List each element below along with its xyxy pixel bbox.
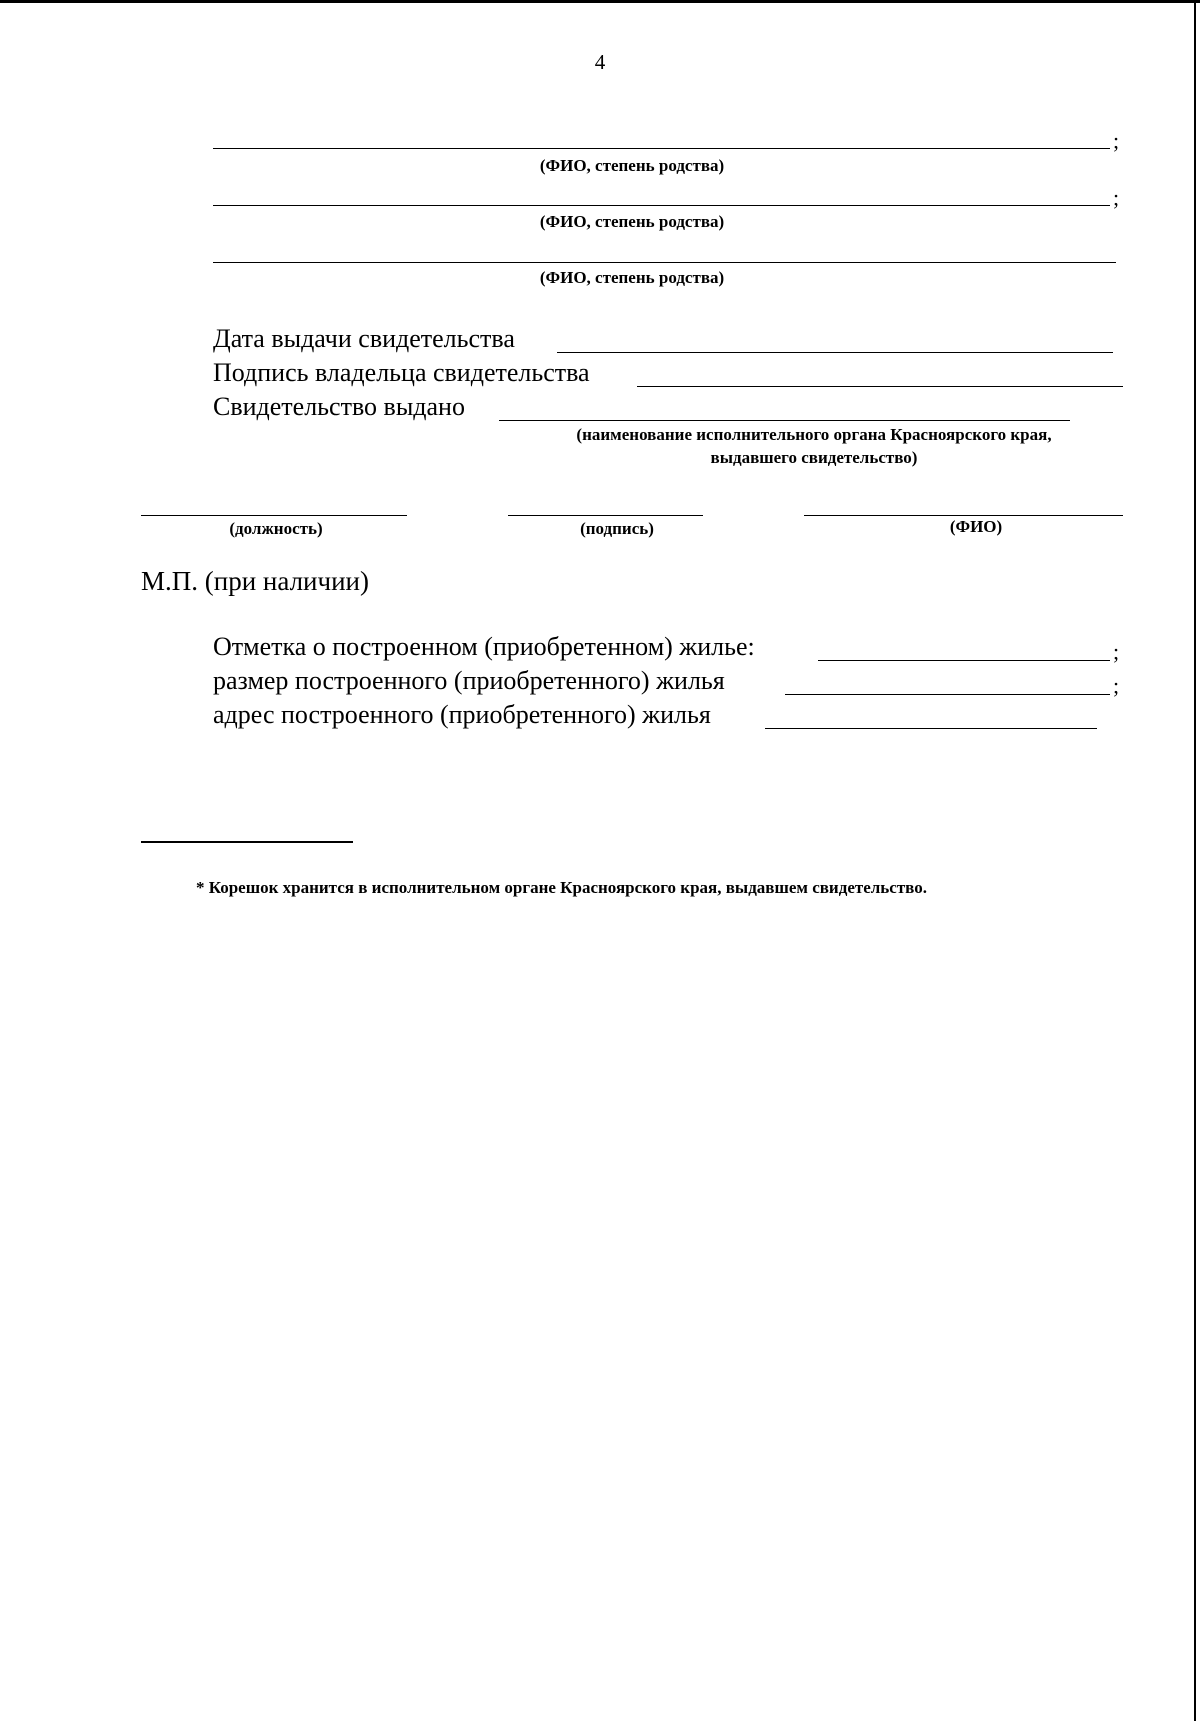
housing-address-line <box>765 728 1097 729</box>
full-name-line <box>804 515 1123 516</box>
full-name-caption: (ФИО) <box>949 517 1003 536</box>
scan-edge-top <box>0 0 1200 3</box>
issued-by-caption-line2: выдавшего свидетельство) <box>710 448 918 467</box>
relative-2-caption: (ФИО, степень родства) <box>539 212 725 231</box>
housing-size-semicolon: ; <box>1113 673 1120 698</box>
housing-size-line <box>785 694 1110 695</box>
relative-3-line <box>213 262 1116 263</box>
page-number: 4 <box>594 50 606 74</box>
issued-by-caption-line1: (наименование исполнительного органа Красноярского края, <box>576 425 1052 444</box>
housing-mark-line <box>818 660 1110 661</box>
owner-signature-line <box>637 386 1123 387</box>
footnote-text: * Корешок хранится в исполнительном органе Красноярского края, выдавшем свидетельство. <box>196 878 927 897</box>
housing-size-label: размер построенного (приобретенного) жилья <box>213 666 725 695</box>
issue-date-label: Дата выдачи свидетельства <box>213 324 515 353</box>
position-caption: (должность) <box>229 519 323 538</box>
signature-line <box>508 515 703 516</box>
relative-2-line <box>213 205 1110 206</box>
issued-by-line <box>499 420 1070 421</box>
position-line <box>141 515 407 516</box>
owner-signature-label: Подпись владельца свидетельства <box>213 358 590 387</box>
housing-address-label: адрес построенного (приобретенного) жилья <box>213 700 711 729</box>
issue-date-line <box>557 352 1113 353</box>
issued-by-label: Свидетельство выдано <box>213 392 465 421</box>
relative-2-semicolon: ; <box>1113 185 1120 210</box>
relative-3-caption: (ФИО, степень родства) <box>539 268 725 287</box>
relative-1-caption: (ФИО, степень родства) <box>539 156 725 175</box>
footnote-separator <box>141 841 353 843</box>
relative-1-semicolon: ; <box>1113 128 1120 153</box>
signature-caption: (подпись) <box>580 519 654 538</box>
housing-mark-label: Отметка о построенном (приобретенном) жилье: <box>213 632 755 661</box>
relative-1-line <box>213 148 1110 149</box>
scan-edge-right <box>1194 0 1196 1721</box>
housing-mark-semicolon: ; <box>1113 639 1120 664</box>
seal-placeholder: М.П. (при наличии) <box>141 566 369 596</box>
